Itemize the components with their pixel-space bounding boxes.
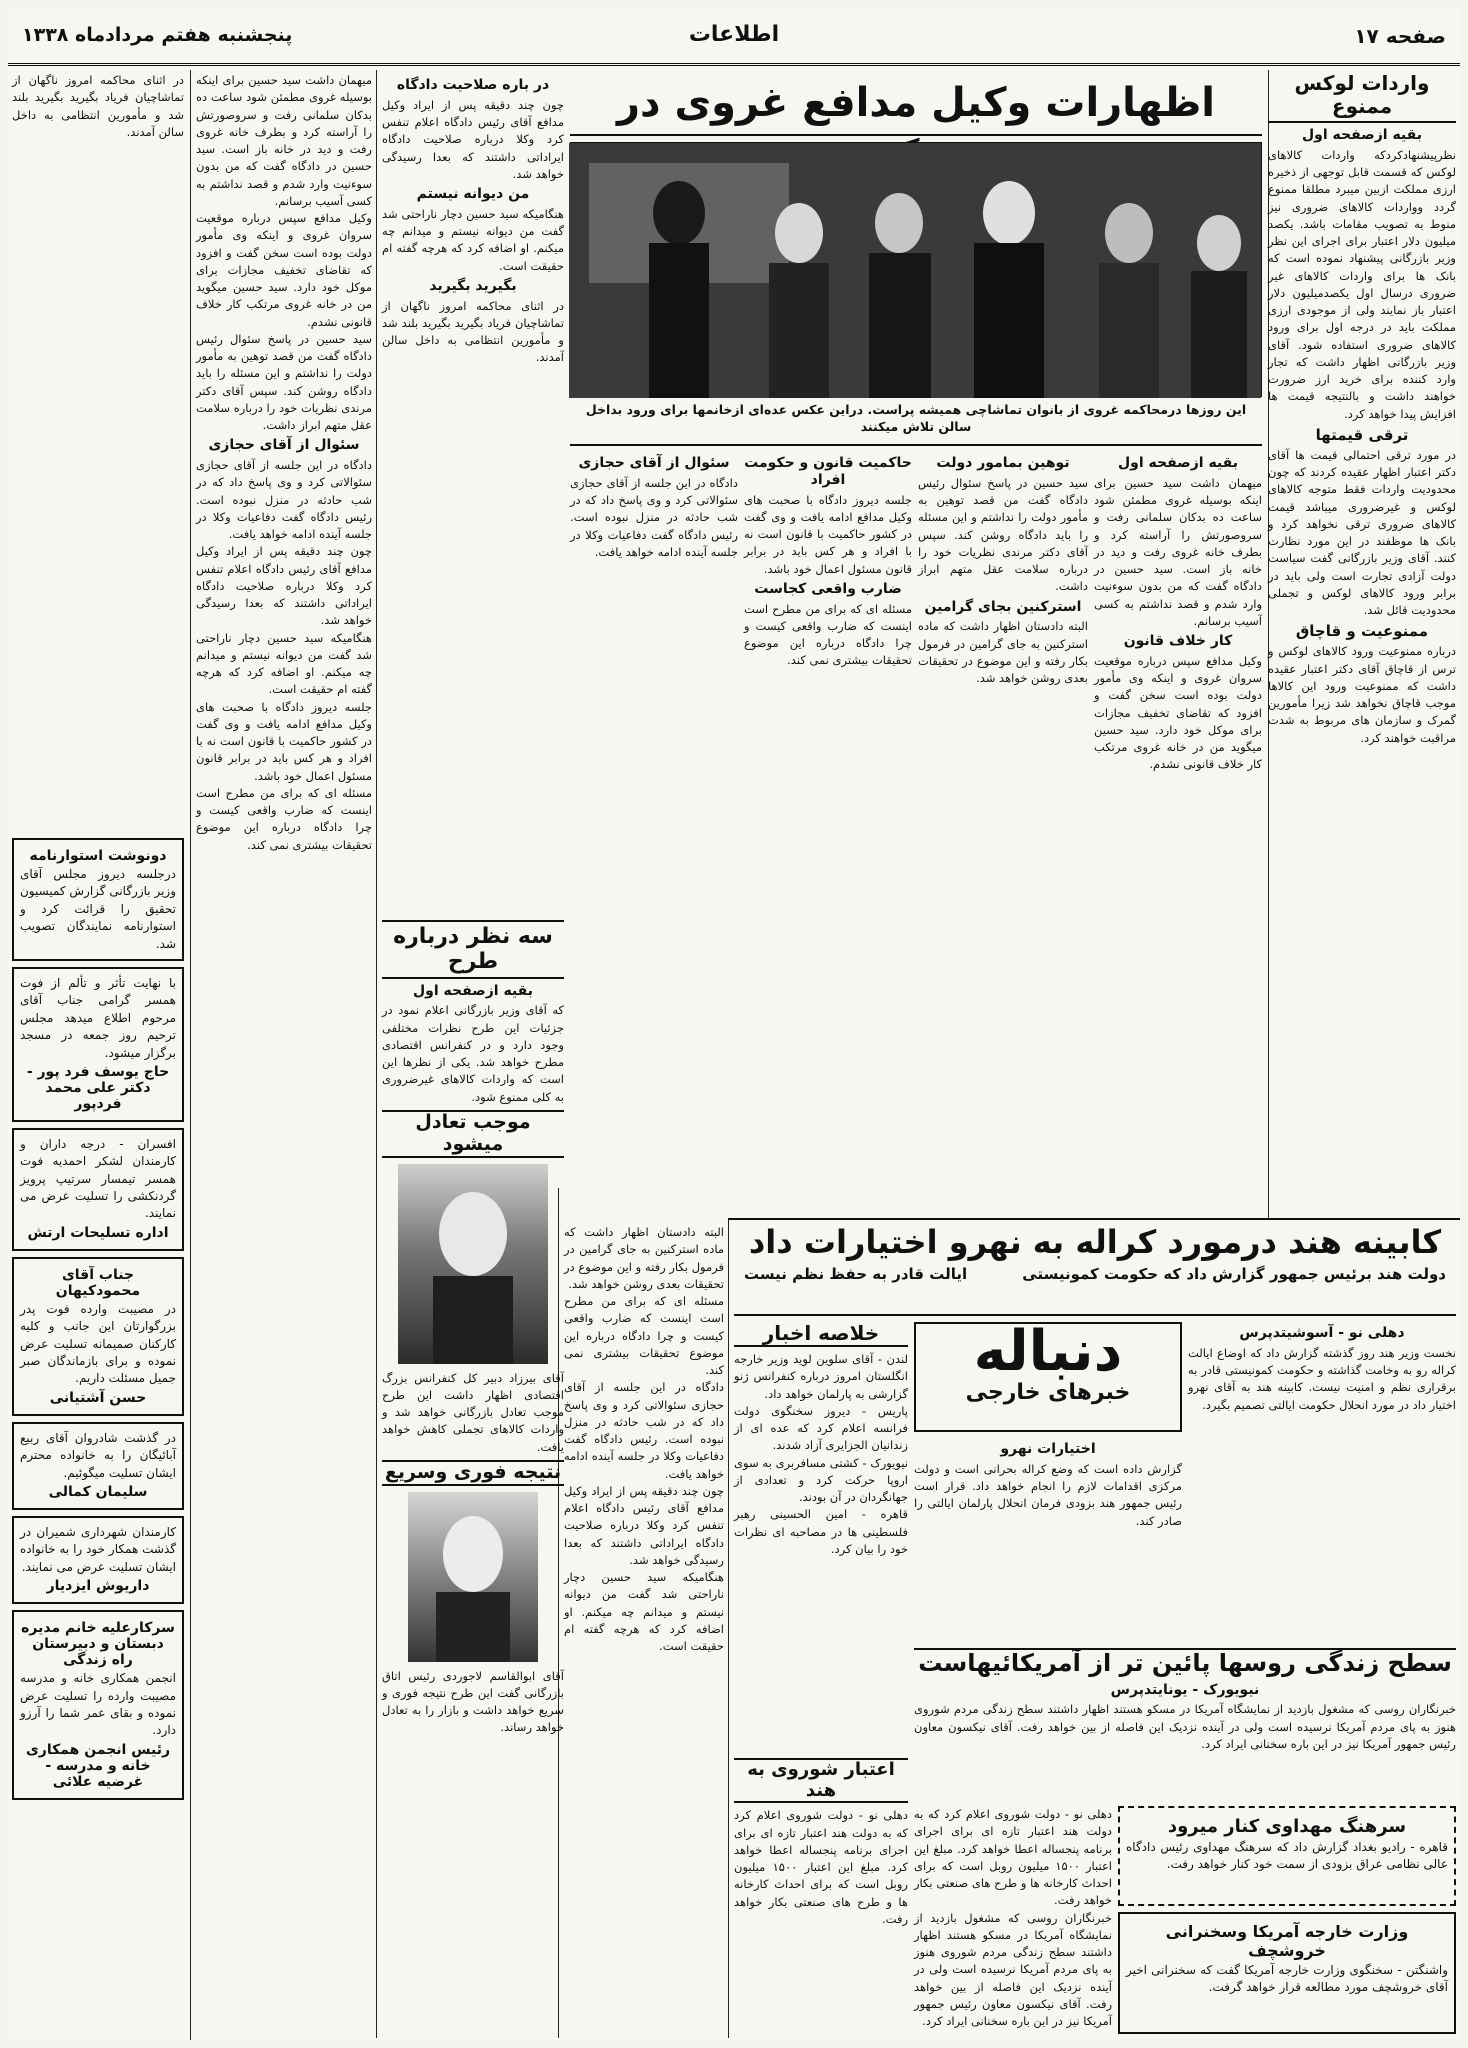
state-dept-title: وزارت خارجه آمریکا وسخنرانی خروشچف xyxy=(1165,1922,1409,1960)
section-rule xyxy=(728,1218,1460,1220)
notice-title: سرکارعلیه خانم مدیره دبستان و دبیرستان راه زندگی xyxy=(21,1620,175,1669)
article-body: چون چند دقیقه پس از ایراد وکیل مدافع آقای رئیس دادگاه اعلام تنفس کرد وکلا درباره صلاحیت دادگاه ایراداتی داشتند که بعدا رسیدگی خواهد شد. xyxy=(382,97,564,181)
notice-body: کارمندان شهرداری شمیران در گذشت همکار خود را به خانواده ایشان تسلیت عرض می نمایند. xyxy=(20,1524,176,1574)
page-header xyxy=(8,8,1460,66)
subhead: حاکمیت قانون و حکومت افراد xyxy=(744,455,912,488)
article-body: هنگامیکه سید حسین دچار ناراحتی شد گفت من دیوانه نیستم و میدانم چه میکنم. او اضافه کرد که هرچه گفته ام حقیقت است. xyxy=(196,630,372,697)
article-body: نخست وزیر هند روز گذشته گزارش داد که اوضاع ایالت کراله رو به وخامت گذاشته و حکومت کمونیستی قادر به برقراری نظم و امنیت نیست. کابینه هند به آقای نهرو اختیار داد در مورد انحلال حکومت ایالتی تصمیم بگیرد. xyxy=(1188,1345,1456,1412)
cabinet-headline-box xyxy=(734,1224,1456,1316)
notice-box xyxy=(12,1128,184,1251)
article-body: میهمان داشت سید حسین برای اینکه بوسیله غروی مطمئن شود ساعت ده بدکان سلمانی رفت و سروصورتش را آراسته کرد و بطرف خانه غروی رفت و دید در خانه باز است. سید حسین در دادگاه گفت که من بدون سوءنیت وارد شدم و قصد نداشتم به کسی آسیب برسانم. xyxy=(1094,475,1262,628)
three-views-title: سه نظر درباره طرح xyxy=(382,920,564,979)
cabinet-headline: کابینه هند درمورد کراله به نهرو اختیارات داد xyxy=(748,1223,1442,1261)
notice-body: در گذشت شادروان آقای ربیع آبائیگان را به خانواده محترم ایشان تسلیت میگوئیم. xyxy=(20,1430,176,1480)
portrait-caption: آقای ابوالقاسم لاجوردی رئیس اتاق بازرگانی گفت این طرح نتیجه فوری و سریع خواهد داشت و بازار را به تعادل خواهد رساند. xyxy=(382,1668,564,1735)
notice-box xyxy=(12,1422,184,1510)
subhead: بگیرید بگیرید xyxy=(429,277,517,294)
three-views-article xyxy=(382,920,564,2034)
article-body: جلسه دیروز دادگاه با صحبت های وکیل مدافع ادامه یافت و وی گفت در کشور حاکمیت با قانون است نه با افراد و هر کس باید در برابر قانون مسئول اعمال خود باشد. xyxy=(744,492,912,576)
subhead: توهین بمامور دولت xyxy=(936,455,1070,471)
luxury-import-title: واردات لوکس ممنوع xyxy=(1268,72,1456,123)
continued-label: بقیه ازصفحه اول xyxy=(413,982,533,999)
subhead: سئوال از آقای حجازی xyxy=(208,437,360,454)
soviet-credit-headline: اعتبار شوروی به هند xyxy=(734,1758,908,1803)
notices-column xyxy=(12,72,184,2032)
column-rule xyxy=(728,1218,729,2038)
notice-title: دونوشت استوارنامه xyxy=(29,848,167,864)
subhead: در باره صلاحیت دادگاه xyxy=(396,77,550,93)
cabinet-body xyxy=(1188,1322,1456,1642)
summary-item: نیویورک - کشتی مسافربری به سوی اروپا حرکت کرد و تعدادی از جهانگردان در آن بودند. xyxy=(734,1455,908,1504)
article-body: مسئله ای که برای من مطرح است اینست که ضارب واقعی کیست و چرا دادگاه درباره این موضوع تحقیقات بیشتری نمی کند. xyxy=(564,1294,724,1377)
crowd-silhouettes xyxy=(569,143,1261,398)
notice-box xyxy=(12,1516,184,1604)
foreign-news-banner xyxy=(914,1319,1182,1432)
mahdavi-body: قاهره - رادیو بغداد گزارش داد که سرهنگ مهداوی رئیس دادگاه عالی نظامی عراق بزودی از سمت خود کنار خواهد رفت. xyxy=(1126,1840,1448,1872)
notice-signature: داریوش ایزدیار xyxy=(46,1578,150,1595)
article-body: خبرنگاران روسی که مشغول بازدید از نمایشگاه آمریکا در مسکو هستند اظهار داشتند سطح زندگی مردم شوروی هنوز به پای مردم آمریکا نرسیده است ولی در آینده نزدیک این فاصله از بین خواهد رفت. آقای نیکسون معاون رئیس جمهور آمریکا نیز در این باره سخنانی ایراد کرد. xyxy=(914,1910,1112,2028)
continued-label: بقیه ازصفحه اول xyxy=(1118,455,1238,471)
column-rule xyxy=(190,70,191,2040)
dunbaleh-title: دنباله xyxy=(973,1319,1123,1384)
notice-body: با نهایت تأثر و تألم از فوت همسر گرامی جناب آقای مرحوم اطلاع میدهد مجلس ترحیم روز جمعه در مسجد برگزار میشود. xyxy=(20,975,176,1060)
article-body: هنگامیکه سید حسین دچار ناراحتی شد گفت من دیوانه نیستم و میدانم چه میکنم. او اضافه کرد که هرچه گفته ام حقیقت است. xyxy=(382,206,564,273)
subhead: ترقی قیمتها xyxy=(1315,425,1409,444)
article-body: چون چند دقیقه پس از ایراد وکیل مدافع آقای رئیس دادگاه اعلام تنفس کرد وکلا درباره صلاحیت دادگاه ایراداتی داشتند که بعدا رسیدگی خواهد شد. xyxy=(564,1483,724,1567)
court-headline: اظهارات وکیل مدافع غروی در xyxy=(617,80,1215,126)
state-dept-body: واشنگتن - سخنگوی وزارت خارجه آمریکا گفت که سخنرانی اخیر آقای خروشچف مورد مطالعه قرار خواهد گرفت. xyxy=(1126,1963,1448,1995)
notice-signature: اداره تسلیحات ارتش xyxy=(27,1224,169,1241)
subhead: اختیارات نهرو xyxy=(1000,1441,1096,1457)
issue-date: پنجشنبه هفتم مردادماه ۱۳۳۸ xyxy=(22,24,293,46)
portrait-figure xyxy=(408,1492,538,1662)
subhead: ممنوعیت و قاچاق xyxy=(1295,622,1429,641)
court-column-4 xyxy=(570,452,738,1212)
notice-signature: حاج یوسف فرد پور - دکتر علی محمد فردپور xyxy=(26,1063,170,1112)
notice-body: افسران - درجه داران و کارمندان لشکر احمدیه فوت همسر تیمسار سرتیپ پرویز گردنکشی را تسلیت عرض می نمایند. xyxy=(20,1136,176,1221)
summary-item: لندن - آقای سلوین لوید وزیر خارجه انگلستان امروز درباره کنفرانس ژنو گزارشی به پارلمان خواهد داد. xyxy=(734,1352,908,1401)
newspaper-page xyxy=(8,8,1460,2040)
court-column-5 xyxy=(382,74,564,914)
notice-body: انجمن همکاری خانه و مدرسه مصیبت وارده را تسلیت عرض نموده و بقای عمر شما را آرزو دارد. xyxy=(20,1671,176,1738)
article-body: دادگاه در این جلسه از آقای حجازی سئوالاتی کرد و وی پاسخ داد که در شب حادثه در منزل نبوده است. رئیس دادگاه گفت دفاعیات وکلا در جلسه آینده ادامه خواهد یافت. xyxy=(570,475,738,559)
soviet-credit-article xyxy=(734,1758,908,2034)
subhead: کار خلاف قانون xyxy=(1123,633,1233,650)
notice-body: درجلسه دیروز مجلس آقای وزیر بازرگانی گزارش کمیسیون تحقیق را قرائت کرد و استوارنامه نمایندگان تصویب شد. xyxy=(19,867,176,951)
cabinet-subhead-right: دولت هند برئیس جمهور گزارش داد که حکومت کمونیستی xyxy=(1022,1264,1446,1283)
mahdavi-title: سرهنگ مهداوی کنار میرود xyxy=(1167,1816,1407,1837)
court-photo xyxy=(570,142,1262,397)
portrait-figure xyxy=(398,1164,548,1364)
news-summary xyxy=(734,1322,908,1752)
article-body: دهلی نو - دولت شوروی اعلام کرد که به دولت هند اعتبار تازه ای برای اجرای برنامه پنجساله اعطا خواهد کرد. مبلغ این اعتبار ۱۵۰۰ میلیون روبل است که برای احداث کارخانه ها و طرح های صنعتی بکار خواهد رفت. xyxy=(914,1807,1113,1908)
article-body: میهمان داشت سید حسین برای اینکه بوسیله غروی مطمئن شود ساعت ده بدکان سلمانی رفت و سروصورتش را آراسته کرد و بطرف خانه غروی رفت و دید در خانه باز است. سید حسین در دادگاه گفت که من بدون سوءنیت وارد شدم و قصد نداشتم به کسی آسیب برسانم. xyxy=(196,73,372,208)
article-body: وکیل مدافع سپس درباره موقعیت سروان غروی و اینکه وی مأمور دولت بوده است سخن گفت و افزود که تقاضای تخفیف مجازات برای موکل خود دارد. سید حسین میگوید من در خانه غروی مرتکب کار خلاف قانونی نشدم. xyxy=(1094,653,1262,772)
cabinet-subhead-left: ایالت قادر به حفظ نظم نیست xyxy=(744,1264,968,1283)
dateline: نیویورک - یونایتدپرس xyxy=(1110,1681,1260,1698)
notice-box xyxy=(12,967,184,1122)
portrait-photo xyxy=(398,1164,548,1364)
subhead-quick-result: نتیجه فوری وسریع xyxy=(382,1460,564,1486)
court-column-3 xyxy=(744,452,912,1212)
state-dept-box xyxy=(1118,1912,1456,2034)
notice-signature: حسن آشتیانی xyxy=(49,1389,147,1406)
summary-item: پاریس - دیروز سخنگوی دولت فرانسه اعلام کرد که عده ای از زندانیان الجزایری آزاد شدند. xyxy=(734,1403,908,1453)
notice-box xyxy=(12,1257,184,1416)
article-body: چون چند دقیقه پس از ایراد وکیل مدافع آقای رئیس دادگاه اعلام تنفس کرد وکلا درباره صلاحیت دادگاه ایراداتی داشتند که بعدا رسیدگی خواهد شد. xyxy=(196,544,372,628)
article-body: جلسه دیروز دادگاه با صحبت های وکیل مدافع ادامه یافت و وی گفت در کشور حاکمیت با قانون است نه با افراد و هر کس باید در برابر قانون مسئول اعمال خود باشد. xyxy=(196,699,372,783)
subhead: من دیوانه نیستم xyxy=(416,186,530,203)
summary-item: قاهره - امین الحسینی رهبر فلسطینی ها در مصاحبه ای نظرات خود را بیان کرد. xyxy=(734,1507,908,1556)
soviet-credit-continued xyxy=(914,1806,1112,2034)
dunbaleh-subtitle: خبرهای خارجی xyxy=(965,1380,1131,1405)
article-body: در اثنای محاکمه امروز ناگهان از تماشاچیان فریاد بگیرید بگیرید بلند شد و مأمورین انتظامی به داخل سالن آمدند. xyxy=(382,298,564,365)
portrait-photo-2 xyxy=(408,1492,538,1662)
article-body: دادگاه در این جلسه از آقای حجازی سئوالاتی کرد و وی پاسخ داد که در شب حادثه در منزل نبوده است. رئیس دادگاه گفت دفاعیات وکلا در جلسه آینده ادامه خواهد یافت. xyxy=(564,1380,724,1481)
article-body: دادگاه در این جلسه از آقای حجازی سئوالاتی کرد و وی پاسخ داد که در شب حادثه در منزل نبوده است. رئیس دادگاه گفت دفاعیات وکلا در جلسه آینده ادامه خواهد یافت. xyxy=(196,458,372,542)
court-column-1 xyxy=(1094,452,1262,1212)
paper-name: اطلاعات xyxy=(688,22,780,47)
column-rule xyxy=(376,1218,377,2038)
luxury-import-article xyxy=(1268,72,1456,1212)
article-body: سید حسین در پاسخ سئوال رئیس دادگاه گفت من قصد توهین به مأمور دولت را نداشتم و این مسئله را باید دادگاه روشن کند. سپس آقای دکتر مرندی نظریات خود را درباره سلامت عقل متهم ابراز داشت. xyxy=(918,475,1088,594)
notice-box xyxy=(12,838,184,961)
subhead: سئوال از آقای حجازی xyxy=(578,455,730,471)
cabinet-subheads xyxy=(734,1265,1456,1283)
court-lower-column xyxy=(564,1224,724,2034)
article-body: مسئله ای که برای من مطرح است اینست که ضارب واقعی کیست و چرا دادگاه درباره این موضوع تحقیقات بیشتری نمی کند. xyxy=(744,601,912,668)
notice-body: در مصیبت وارده فوت پدر بزرگوارتان این جانب و کلیه کارکنان صمیمانه تسلیت عرض نموده و برای بازماندگان صبر جمیل مسئلت داریم. xyxy=(20,1301,176,1386)
article-body: در اثنای محاکمه امروز ناگهان از تماشاچیان فریاد بگیرید بگیرید بلند شد و مأمورین انتظامی به داخل سالن آمدند. xyxy=(12,73,184,139)
portrait-caption: آقای بیرزاد دبیر کل کنفرانس بزرگ اقتصادی اظهار داشت این طرح موجب تعادل بازرگانی خواهد شد و واردات کالاهای تجملی کاهش خواهد یافت. xyxy=(382,1370,564,1454)
court-continuation-column xyxy=(196,72,372,2032)
notice-signature: سلیمان کمالی xyxy=(48,1483,148,1500)
mahdavi-box xyxy=(1118,1806,1456,1906)
dateline: دهلی نو - آسوشیتدپرس xyxy=(1239,1325,1405,1341)
article-body: گزارش داده است که وضع کراله بحرانی است و دولت مرکزی اقدامات لازم را انجام خواهد داد. قرار است رئیس جمهور هند بزودی فرمان انحلال پارلمان ایالتی را صادر کند. xyxy=(914,1461,1182,1528)
living-standard-headline: سطح زندگی روسها پائین تر از آمریکائیهاست xyxy=(918,1649,1452,1677)
article-body: وکیل مدافع سپس درباره موقعیت سروان غروی و اینکه وی مأمور دولت بوده است سخن گفت و افزود که تقاضای تخفیف مجازات برای موکل خود دارد. سید حسین میگوید من در خانه غروی مرتکب کار خلاف قانونی نشدم. xyxy=(196,211,372,329)
subhead: استرکنین بجای گرامین xyxy=(924,598,1082,615)
court-column-2 xyxy=(918,452,1088,1212)
court-photo-caption: این روزها درمحاکمه غروی از بانوان تماشاچی همیشه پراست. دراین عکس عده‌ای ازخانمها برای ورود بداخل سالن تلاش میکنند xyxy=(570,402,1262,446)
article-body: نظرپیشنهادکردکه واردات کالاهای لوکس که قسمت قابل توجهی از ذخیره ارزی مملکت ازبین میبرد مطلقا ممنوع گردد وواردات کالاهای ضروری نیز منوط به تصویب مقامات باشد. یکصد میلیون دلار اعتبار برای اجرای این نظر وزیر بازرگانی پیشنهاد نموده است که بانک ها برای واردات کالاهای غیر ضروری درسال اول یکصدمیلیون دلار اعتبار باز نمایند ولی از موجودی ارزی مملکت باید در درجه اول برای ورود کالاهای ضروری استفاده شود. آقای وزیر بازرگانی اظهار داشت که تجار وارد کننده برای خرید ارز ضرورت خواهند داشت و بالنتیجه قیمت ها افزایش پیدا خواهد کرد. xyxy=(1268,147,1456,421)
article-body: دهلی نو - دولت شوروی اعلام کرد که به دولت هند اعتبار تازه ای برای اجرای برنامه پنجساله اعطا خواهد کرد. مبلغ این اعتبار ۱۵۰۰ میلیون روبل است که برای احداث کارخانه ها و طرح های صنعتی بکار خواهد رفت. xyxy=(734,1808,908,1926)
continued-label: بقیه ازصفحه اول xyxy=(1302,127,1422,143)
subhead: ضارب واقعی کجاست xyxy=(754,580,902,597)
article-body: در مورد ترقی احتمالی قیمت ها آقای دکتر اعتبار اظهار عقیده کردند که چون محدودیت واردات فقط متوجه کالاهای لوکس و غیرضروری میباشد قیمت کالاهای ضروری ترقی نخواهد کرد و بانک ها موظفند در این مورد نظارت کنند. آقای وزیر بازرگانی گفت سیاست دولت آزادی تجارت است ولی باید در برابر ورود کالاهای لوکس و تجملی محدودیت قائل شد. xyxy=(1268,447,1456,618)
article-body: که آقای وزیر بازرگانی اعلام نمود در جزئیات این طرح نظرات مختلفی وجود دارد و در کنفرانس اقتصادی مطرح خواهد شد. یکی از نظرها این است که واردات کالاهای غیرضروری به کلی ممنوع شود. xyxy=(382,1003,564,1104)
notice-signature: رئیس انجمن همکاری خانه و مدرسه - غرضیه علائی xyxy=(25,1741,171,1790)
living-standard-article xyxy=(914,1648,1456,1798)
article-body: البته دادستان اظهار داشت که ماده استرکنین به جای گرامین در فرمول بکار رفته و این موضوع در تحقیقات بعدی روشن خواهد شد. xyxy=(564,1225,724,1291)
column-rule xyxy=(376,70,377,1218)
summary-title: خلاصه اخبار xyxy=(734,1322,908,1347)
page-number: صفحه ۱۷ xyxy=(1354,24,1446,48)
subhead-balance: موجب تعادل میشود xyxy=(382,1110,564,1158)
cabinet-body-2 xyxy=(914,1438,1182,1642)
notice-box xyxy=(12,1610,184,1800)
article-body: هنگامیکه سید حسین دچار ناراحتی شد گفت من دیوانه نیستم و میدانم چه میکنم. او اضافه کرد که هرچه گفته ام حقیقت است. xyxy=(564,1570,724,1653)
article-body: سید حسین در پاسخ سئوال رئیس دادگاه گفت من قصد توهین به مأمور دولت را نداشتم و این مسئله را باید دادگاه روشن کند. سپس آقای دکتر مرندی نظریات خود را درباره سلامت عقل متهم ابراز داشت. xyxy=(196,331,372,432)
article-body: درباره ممنوعیت ورود کالاهای لوکس و ترس از قاچاق آقای دکتر اعتبار عقیده داشت که ممنوعیت ورود این کالاها موجب قاچاق نخواهد شد زیرا مأمورین گمرک و سازمان های مربوط به شدت مراقبت خواهند کرد. xyxy=(1268,644,1456,745)
article-body: خبرنگاران روسی که مشغول بازدید از نمایشگاه آمریکا در مسکو هستند اظهار داشتند سطح زندگی مردم شوروی هنوز به پای مردم آمریکا نرسیده است ولی در آینده نزدیک این فاصله از بین خواهد رفت. آقای نیکسون معاون رئیس جمهور آمریکا نیز در این باره سخنانی ایراد کرد. xyxy=(914,1702,1456,1751)
article-body: مسئله ای که برای من مطرح است اینست که ضارب واقعی کیست و چرا دادگاه درباره این موضوع تحقیقات بیشتری نمی کند. xyxy=(196,785,372,852)
court-headline-box xyxy=(570,74,1262,136)
article-body: البته دادستان اظهار داشت که ماده استرکنین به جای گرامین در فرمول بکار رفته و این موضوع در تحقیقات بعدی روشن خواهد شد. xyxy=(918,619,1088,686)
notice-title: جناب آقای محمودکیهان xyxy=(55,1266,141,1299)
